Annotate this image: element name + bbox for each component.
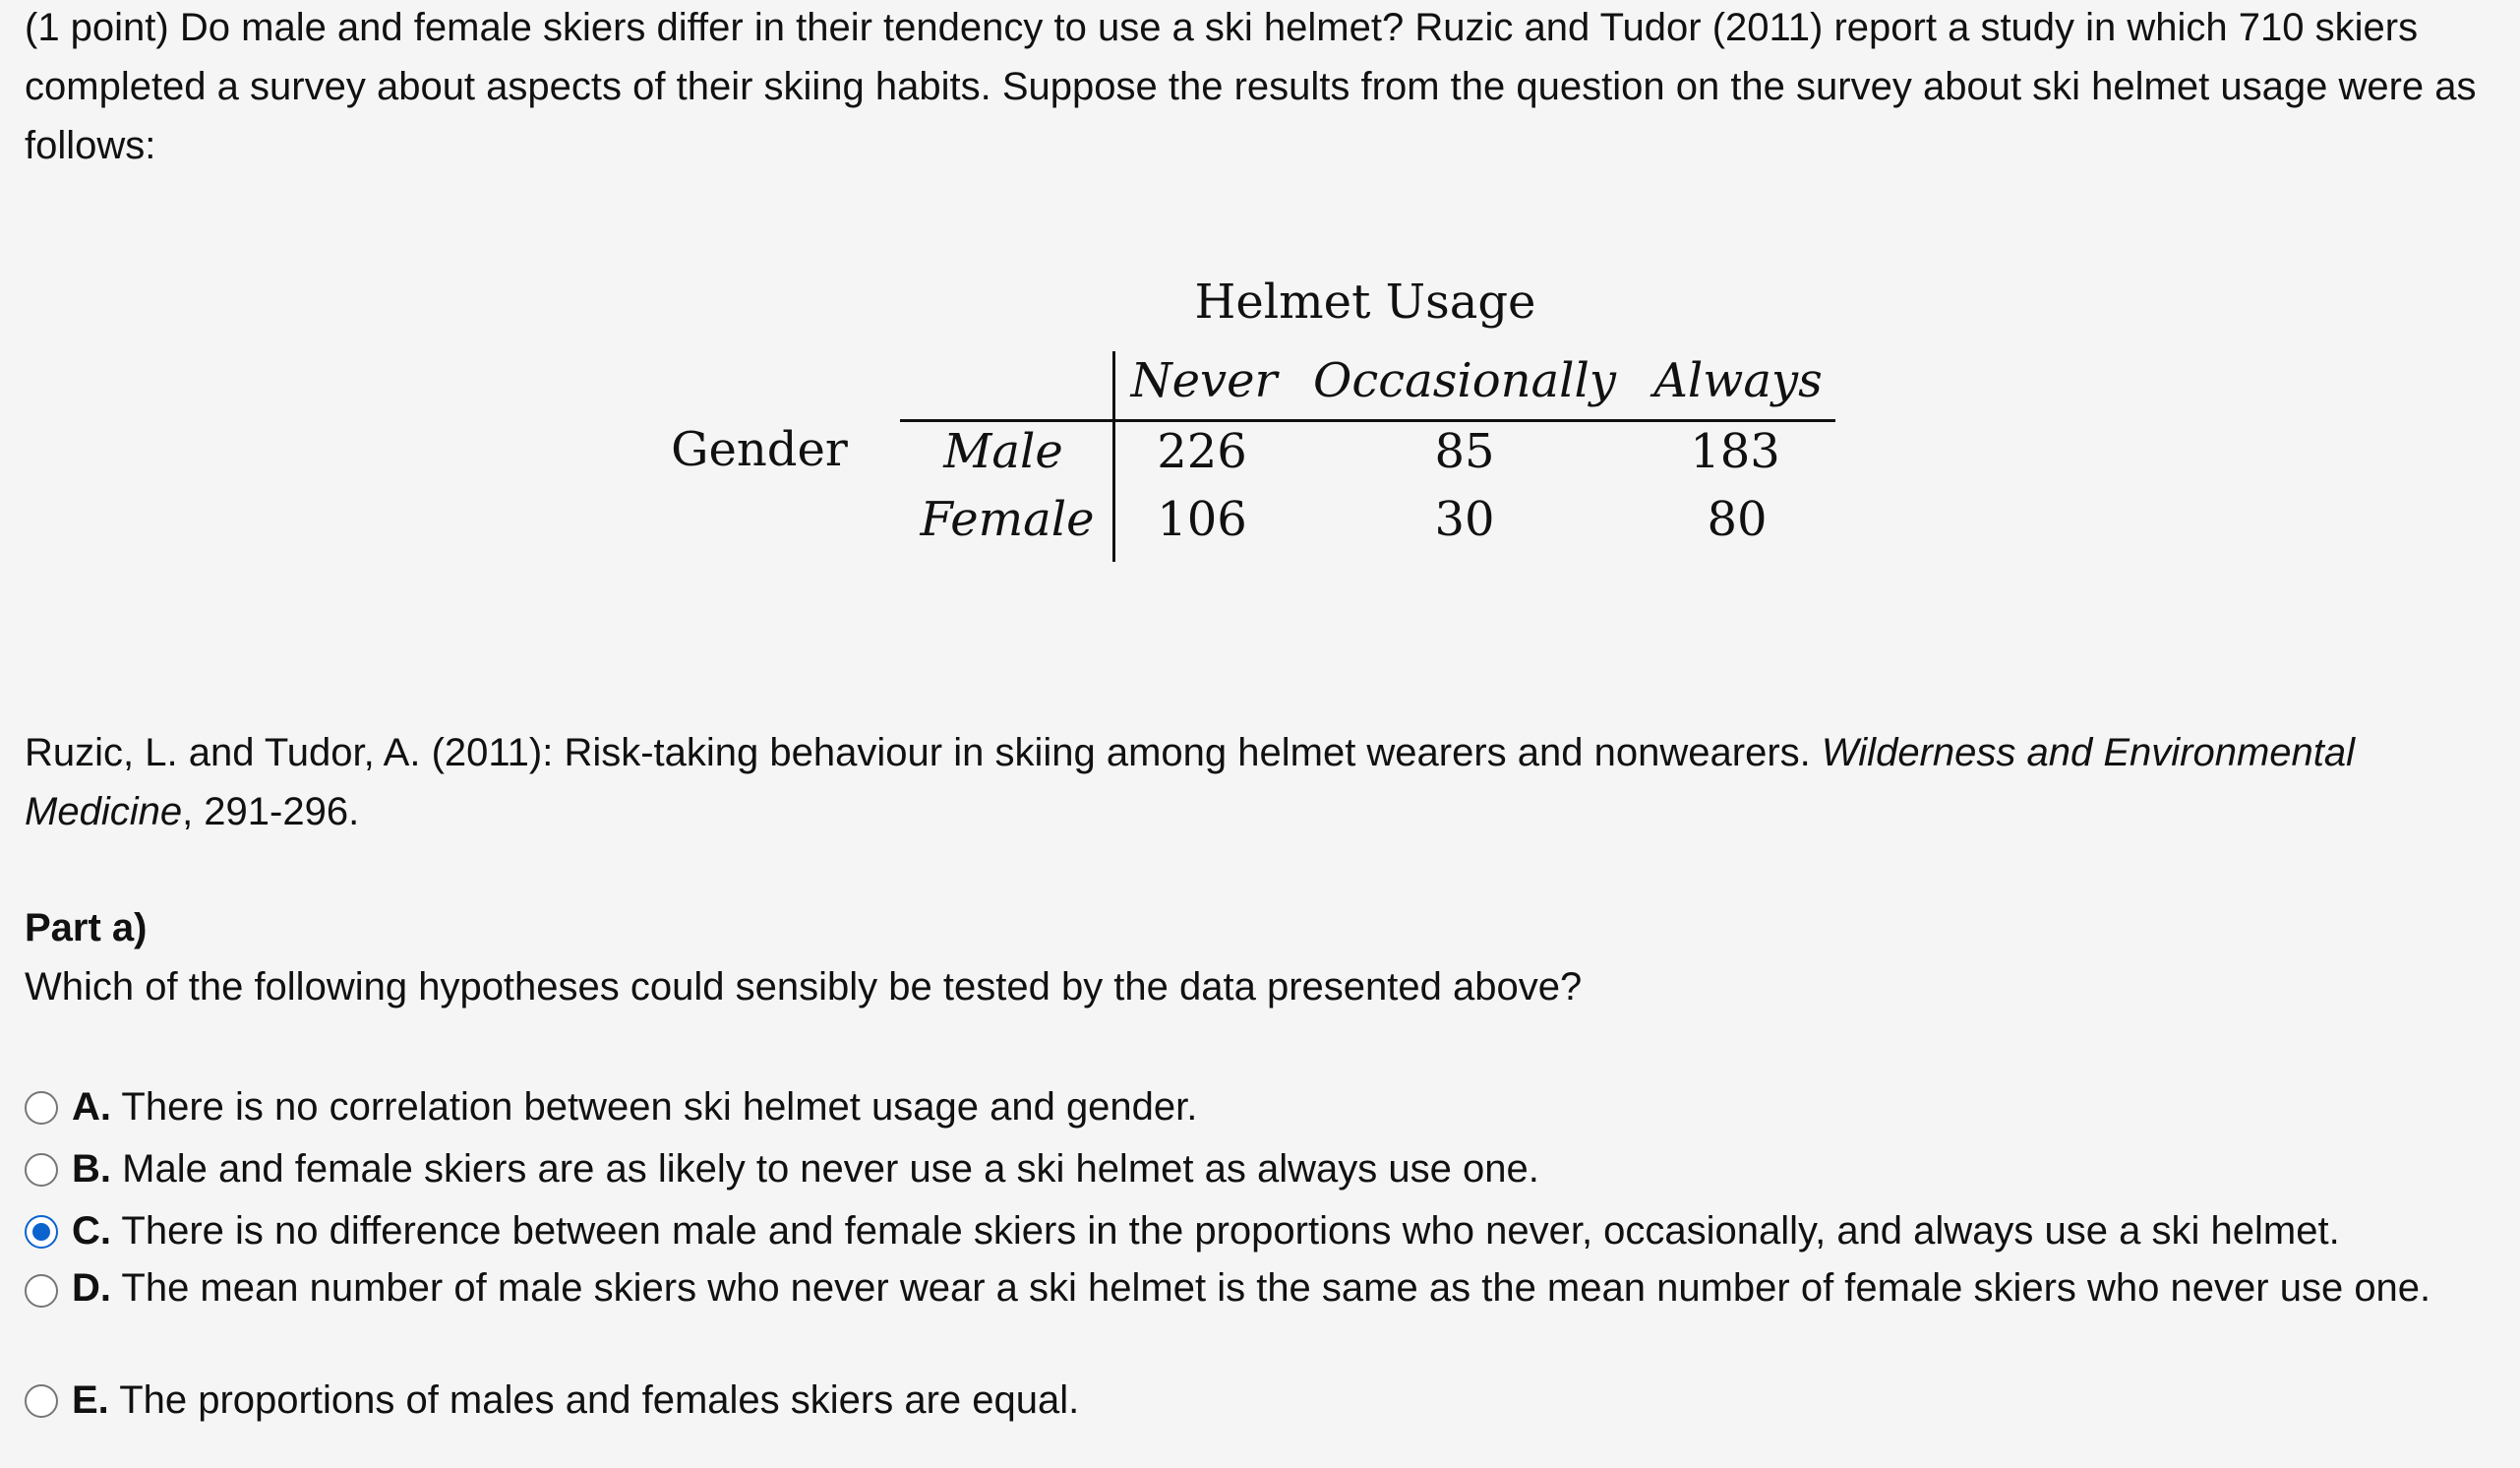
table-cell: 80 [1707, 492, 1768, 547]
option-text: There is no correlation between ski helmet usage and gender. [121, 1085, 1198, 1129]
radio-option-e[interactable] [25, 1384, 58, 1418]
part-title: Part a) [25, 906, 148, 949]
column-header-occasionally: Occasionally [1313, 353, 1616, 408]
row-label-female: Female [920, 492, 1095, 547]
radio-option-d[interactable] [25, 1274, 58, 1308]
table-title: Helmet Usage [1194, 275, 1536, 330]
option-d[interactable] [25, 1261, 2503, 1315]
table-vertical-rule [1112, 351, 1115, 562]
radio-option-b[interactable] [25, 1153, 58, 1187]
question-text: Which of the following hypotheses could sensibly be tested by the data presented above? [25, 965, 1583, 1009]
table-cell: 30 [1434, 492, 1495, 547]
option-a[interactable] [25, 1077, 2503, 1136]
table-cell: 85 [1434, 424, 1495, 479]
table-cell: 106 [1157, 492, 1247, 547]
option-text: The mean number of male skiers who never wear a ski helmet is the same as the mean number of female skiers who never use one. [121, 1266, 2431, 1310]
row-group-label: Gender [671, 422, 848, 477]
radio-option-c[interactable] [25, 1215, 58, 1249]
citation-pages: , 291-296. [182, 790, 360, 833]
table-horizontal-rule [900, 419, 1835, 422]
option-letter: D. [72, 1266, 111, 1310]
points-label: (1 point) [25, 6, 169, 49]
radio-option-a[interactable] [25, 1091, 58, 1125]
option-letter: C. [72, 1209, 111, 1253]
table-cell: 183 [1690, 424, 1780, 479]
option-text: The proportions of males and females skiers are equal. [119, 1378, 1080, 1422]
option-letter: E. [72, 1378, 109, 1422]
citation-main: Ruzic, L. and Tudor, A. (2011): Risk-taking behaviour in skiing among helmet wearers and nonwearers. [25, 731, 1811, 774]
column-header-never: Never [1130, 353, 1278, 408]
option-c[interactable] [25, 1201, 2503, 1260]
option-e[interactable] [25, 1371, 2503, 1430]
row-label-male: Male [943, 424, 1063, 479]
option-letter: B. [72, 1147, 111, 1191]
column-header-always: Always [1653, 353, 1823, 408]
problem-intro [25, 0, 2493, 175]
option-text: Male and female skiers are as likely to never use a ski helmet as always use one. [122, 1147, 1539, 1191]
option-b[interactable] [25, 1139, 2503, 1198]
citation [25, 723, 2503, 841]
option-letter: A. [72, 1085, 111, 1129]
table-cell: 226 [1157, 424, 1247, 479]
option-text: There is no difference between male and female skiers in the proportions who never, occasionally, and always use a ski helmet. [121, 1209, 2340, 1253]
citation-journal: Wilderness and Environmental Medicine [25, 731, 2356, 833]
intro-text: Do male and female skiers differ in their tendency to use a ski helmet? Ruzic and Tudor (2011) report a study in which 710 skiers completed a survey about aspects of their skiing habits. Suppose the results from the question on the survey about ski helmet usage were as follows: [25, 6, 2477, 167]
